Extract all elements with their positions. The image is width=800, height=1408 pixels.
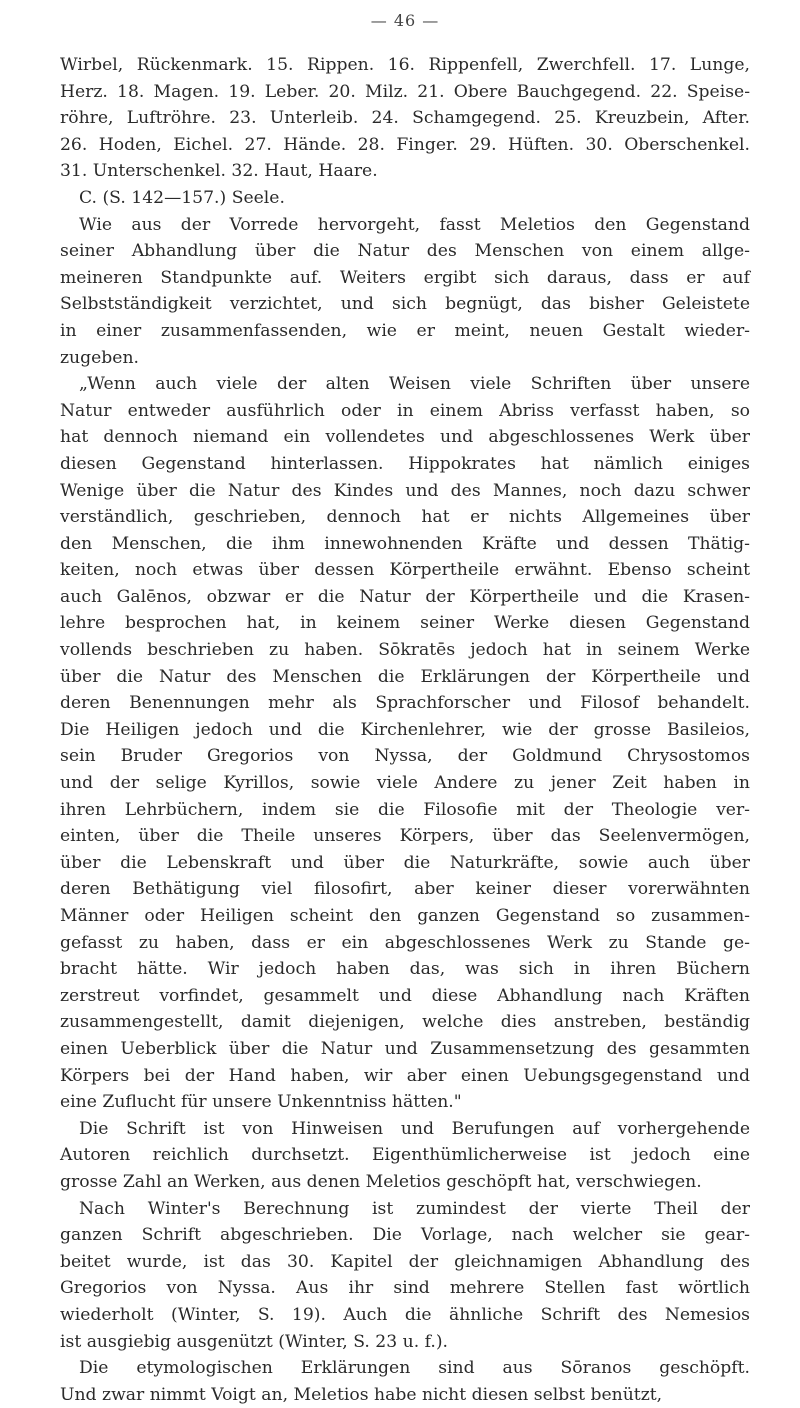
text-line: Männer oder Heiligen scheint den ganzen Gegenstand so zusammen- <box>60 906 750 926</box>
body-text <box>60 52 750 1408</box>
text-line: „Wenn auch viele der alten Weisen viele Schriften über unsere <box>79 374 750 395</box>
text-line: eine Zuflucht für unsere Unkenntniss hätten." <box>60 1092 462 1113</box>
text-line: ganzen Schrift abgeschrieben. Die Vorlage, nach welcher sie gear- <box>60 1225 750 1246</box>
text-line: Natur entweder ausführlich oder in einem Abriss verfasst haben, so <box>60 400 750 421</box>
text-line: Selbstständigkeit verzichtet, und sich begnügt, das bisher Geleistete <box>60 294 750 315</box>
text-line: bracht hätte. Wir jedoch haben das, was sich in ihren Büchern <box>60 959 750 980</box>
text-line: Und zwar nimmt Voigt an, Meletios habe nicht diesen selbst benützt, <box>60 1384 663 1405</box>
text-line: gefasst zu haben, dass er ein abgeschlossenes Werk zu Stande ge- <box>60 932 750 953</box>
text-line: ihren Lehrbüchern, indem sie die Filosofie mit der Theologie ver- <box>60 799 750 820</box>
text-line: diesen Gegenstand hinterlassen. Hippokrates hat nämlich einiges <box>60 453 750 474</box>
text-line: verständlich, geschrieben, dennoch hat er nichts Allgemeines über <box>60 507 750 528</box>
text-line: Wie aus der Vorrede hervorgeht, fasst Meletios den Gegenstand <box>79 214 750 235</box>
text-line: lehre besprochen hat, in keinem seiner Werke diesen Gegenstand <box>60 613 750 634</box>
text-line: Herz. 18. Magen. 19. Leber. 20. Milz. 21. Obere Bauchgegend. 22. Speise- <box>60 81 750 102</box>
paragraph <box>60 1116 750 1196</box>
text-line: zusammengestellt, damit diejenigen, welche dies anstreben, beständig <box>60 1012 750 1033</box>
text-line: wiederholt (Winter, S. 19). Auch die ähnliche Schrift des Nemesios <box>60 1304 750 1325</box>
text-line: seiner Abhandlung über die Natur des Menschen von einem allge- <box>60 241 750 262</box>
paragraph <box>60 371 750 1116</box>
text-line: zerstreut vorfindet, gesammelt und diese Abhandlung nach Kräften <box>60 985 750 1006</box>
text-line: Wirbel, Rückenmark. 15. Rippen. 16. Rippenfell, Zwerchfell. 17. Lunge, <box>60 55 750 75</box>
text-line: hat dennoch niemand ein vollendetes und abgeschlossenes Werk über <box>60 427 750 448</box>
text-line: einen Ueberblick über die Natur und Zusammensetzung des gesammten <box>60 1038 750 1059</box>
text-line: Wenige über die Natur des Kindes und des Mannes, noch dazu schwer <box>60 480 750 501</box>
text-line: deren Benennungen mehr als Sprachforscher und Filosof behandelt. <box>60 693 750 714</box>
text-line: keiten, noch etwas über dessen Körpertheile erwähnt. Ebenso scheint <box>60 560 750 581</box>
text-line: Nach Winter's Berechnung ist zumindest der vierte Theil der <box>79 1198 750 1219</box>
text-line: und der selige Kyrillos, sowie viele Andere zu jener Zeit haben in <box>60 773 750 794</box>
paragraph <box>60 52 750 185</box>
text-line: in einer zusammenfassenden, wie er meint, neuen Gestalt wieder- <box>60 320 750 341</box>
text-line: röhre, Luftröhre. 23. Unterleib. 24. Schamgegend. 25. Kreuzbein, After. <box>60 108 750 129</box>
text-line: Die Schrift ist von Hinweisen und Berufungen auf vorhergehende <box>79 1118 750 1139</box>
paragraph <box>60 1355 750 1408</box>
text-line: sein Bruder Gregorios von Nyssa, der Goldmund Chrysostomos <box>60 746 750 767</box>
text-line: Autoren reichlich durchsetzt. Eigenthümlicherweise ist jedoch eine <box>60 1145 750 1166</box>
text-line: ist ausgiebig ausgenützt (Winter, S. 23 u. f.). <box>60 1331 449 1352</box>
paragraph <box>60 212 750 372</box>
text-line: C. (S. 142—157.) Seele. <box>79 187 285 208</box>
text-line: zugeben. <box>60 347 140 368</box>
text-line: über die Natur des Menschen die Erklärungen der Körpertheile und <box>60 666 750 687</box>
book-page <box>60 8 750 1408</box>
text-line: 31. Unterschenkel. 32. Haut, Haare. <box>60 161 378 182</box>
paragraph <box>60 1196 750 1356</box>
text-line: meineren Standpunkte auf. Weiters ergibt sich daraus, dass er auf <box>60 267 750 288</box>
text-line: den Menschen, die ihm innewohnenden Kräfte und dessen Thätig- <box>60 533 750 554</box>
text-line: vollends beschrieben zu haben. Sōkratēs jedoch hat in seinem Werke <box>60 640 750 661</box>
text-line: einten, über die Theile unseres Körpers, über das Seelenvermögen, <box>60 826 750 847</box>
text-line: Die etymologischen Erklärungen sind aus Sōranos geschöpft. <box>79 1358 750 1379</box>
paragraph <box>60 185 750 212</box>
text-line: Gregorios von Nyssa. Aus ihr sind mehrere Stellen fast wörtlich <box>60 1278 750 1299</box>
text-line: grosse Zahl an Werken, aus denen Meletios geschöpft hat, verschwiegen. <box>60 1171 702 1192</box>
text-line: Körpers bei der Hand haben, wir aber einen Uebungsgegenstand und <box>60 1065 750 1086</box>
page-number-header: — 46 — <box>370 11 440 30</box>
text-line: beitet wurde, ist das 30. Kapitel der gleichnamigen Abhandlung des <box>60 1251 750 1272</box>
text-line: 26. Hoden, Eichel. 27. Hände. 28. Finger. 29. Hüften. 30. Oberschenkel. <box>60 134 750 155</box>
text-line: über die Lebenskraft und über die Naturkräfte, sowie auch über <box>60 852 750 873</box>
text-line: Die Heiligen jedoch und die Kirchenlehrer, wie der grosse Basileios, <box>60 719 750 740</box>
text-line: deren Bethätigung viel filosofirt, aber keiner dieser vorerwähnten <box>60 879 750 900</box>
text-line: auch Galēnos, obzwar er die Natur der Körpertheile und die Krasen- <box>60 586 750 607</box>
